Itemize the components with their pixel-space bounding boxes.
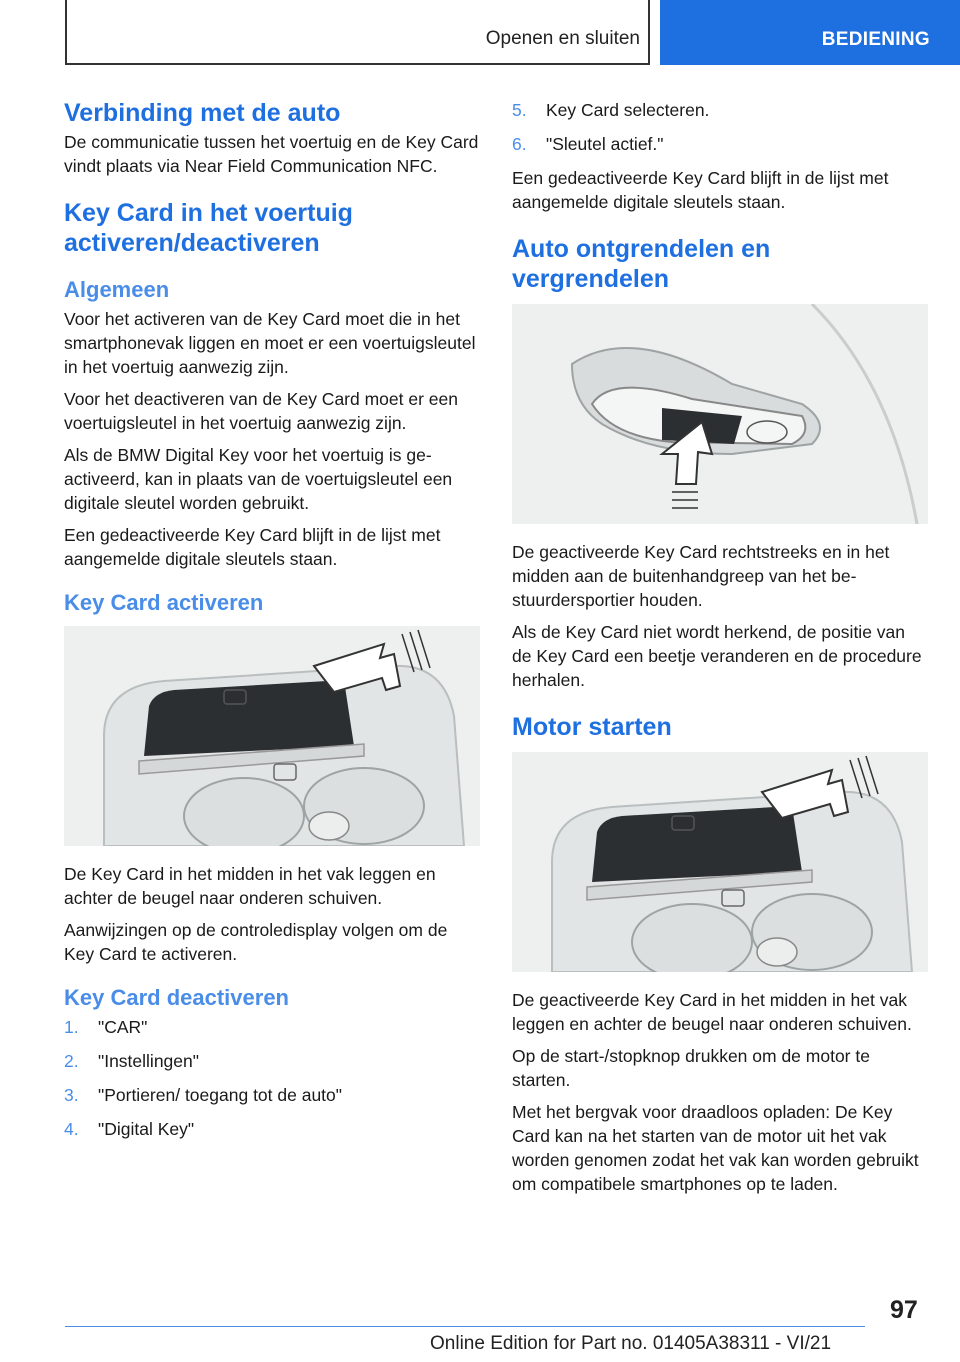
paragraph-connection: De communicatie tussen het voertuig en de Key Card vindt plaats via Near Field Communication NFC. bbox=[64, 132, 479, 176]
heading-engine-start: Motor starten bbox=[512, 713, 672, 741]
paragraph-activate-2: Aanwijzingen op de controledisplay volgen om de Key Card te activeren. bbox=[64, 920, 448, 964]
header-underline bbox=[65, 63, 650, 65]
heading-general: Algemeen bbox=[64, 277, 170, 302]
header-section-title: Openen en sluiten bbox=[485, 28, 640, 49]
steps-list-right bbox=[512, 98, 928, 156]
list-item: 3. "Portieren/ toegang tot de auto" bbox=[64, 1085, 342, 1105]
paragraph-general-1: Voor het activeren van de Key Card moet die in het smartphonevak liggen en moet er een voertuigsleutel in het voertuig aanwezig zijn. bbox=[64, 309, 476, 377]
paragraph-activate-1: De Key Card in het midden in het vak leggen en achter de beugel naar onderen schuiven. bbox=[64, 864, 436, 908]
paragraph-lock-2: Als de Key Card niet wordt herkend, de positie van de Key Card een beetje veranderen en de procedure herhalen. bbox=[512, 622, 922, 690]
heading-activate-deactivate: Key Card in het voertuig activeren/deactiveren bbox=[64, 199, 353, 257]
heading-lock-unlock: Auto ontgrendelen en vergrendelen bbox=[512, 235, 771, 293]
left-column bbox=[64, 98, 480, 1151]
paragraph-lock-1: De geactiveerde Key Card rechtstreeks en in het midden aan de buitenhandgreep van het bestuurdersportier houden. bbox=[512, 542, 890, 610]
list-item: 4. "Digital Key" bbox=[64, 1119, 195, 1139]
paragraph-start-1: De geactiveerde Key Card in het midden in het vak leggen en achter de beugel naar onderen schuiven. bbox=[512, 990, 912, 1034]
list-item: 6. "Sleutel actief." bbox=[512, 134, 664, 154]
illustration-card-tray bbox=[64, 626, 480, 846]
paragraph-start-3: Met het bergvak voor draadloos opladen: De Key Card kan na het starten van de motor uit het vak worden genomen zodat het vak kan worden gebruikt om compatibele smartphones op te laden. bbox=[512, 1102, 919, 1194]
list-item: 2. "Instellingen" bbox=[64, 1051, 199, 1071]
page-number: 97 bbox=[890, 1296, 918, 1324]
footer-edition: Online Edition for Part no. 01405A38311 - VI/21 bbox=[430, 1333, 832, 1354]
list-item: 1. "CAR" bbox=[64, 1017, 148, 1037]
right-column bbox=[512, 98, 928, 1204]
paragraph-general-4: Een gedeactiveerde Key Card blijft in de lijst met aangemelde digitale sleutels staan. bbox=[64, 525, 441, 569]
footer-rule bbox=[65, 1326, 865, 1327]
header-chapter-label: BEDIENING bbox=[821, 29, 930, 50]
list-item: 5. Key Card selecteren. bbox=[512, 100, 710, 120]
heading-activate: Key Card activeren bbox=[64, 590, 264, 615]
header-left-rule bbox=[65, 0, 67, 65]
heading-deactivate: Key Card deactiveren bbox=[64, 985, 289, 1010]
header-right-rule bbox=[648, 0, 650, 65]
illustration-card-tray-start bbox=[512, 752, 928, 972]
paragraph-start-2: Op de start-/stopknop drukken om de motor te starten. bbox=[512, 1046, 870, 1090]
paragraph-general-3: Als de BMW Digital Key voor het voertuig is geactiveerd, kan in plaats van de voertuigsleutel een digitale sleutel worden gebruikt. bbox=[64, 445, 453, 513]
steps-list-left bbox=[64, 1015, 480, 1141]
paragraph-general-2: Voor het deactiveren van de Key Card moet er een voertuigsleutel in het voertuig aanwezig zijn. bbox=[64, 389, 458, 433]
illustration-door-handle bbox=[512, 304, 928, 524]
paragraph-after-steps: Een gedeactiveerde Key Card blijft in de lijst met aangemelde digitale sleutels staan. bbox=[512, 168, 889, 212]
header-chapter-tab bbox=[660, 0, 960, 65]
heading-connection: Verbinding met de auto bbox=[64, 99, 341, 127]
